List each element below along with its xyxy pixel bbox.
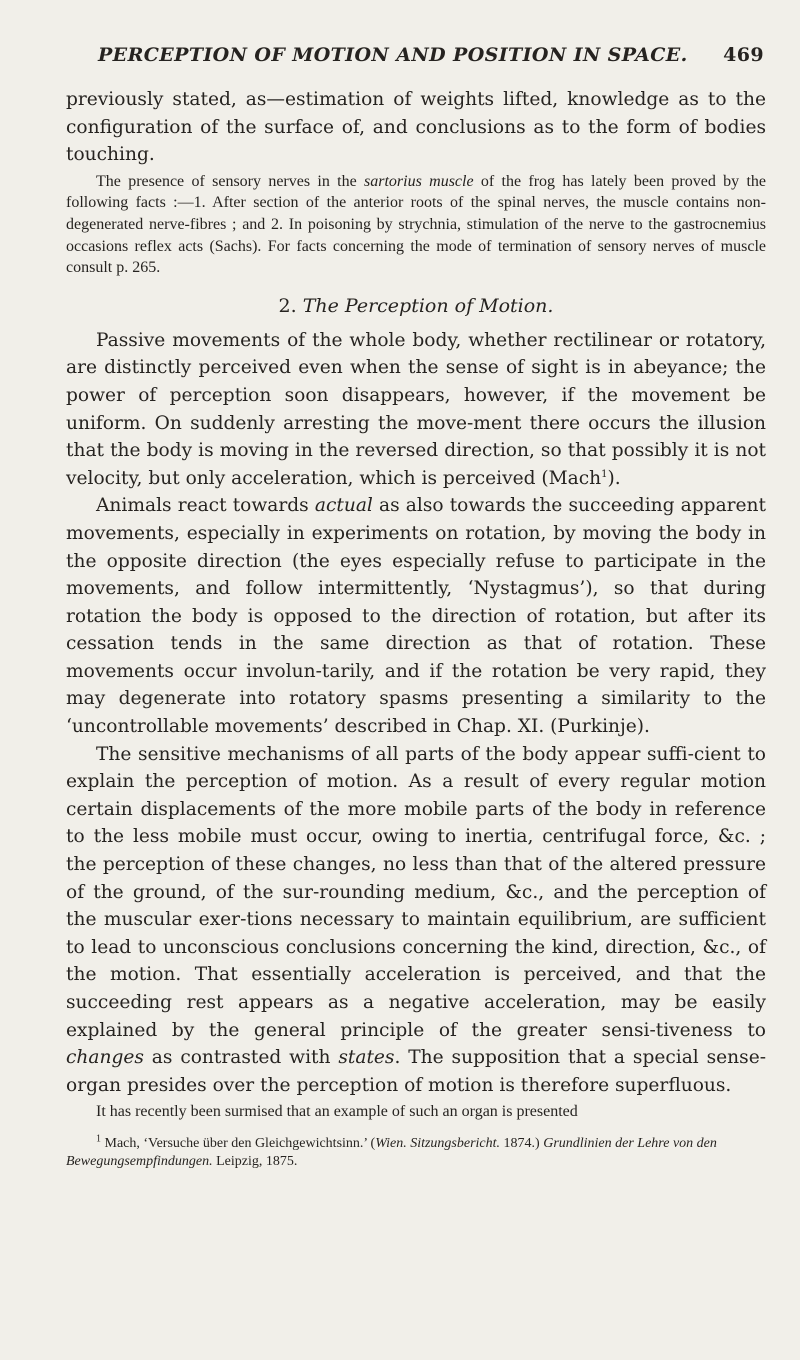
footnote-post: Leipzig, 1875. bbox=[212, 1153, 298, 1169]
footnote-italic-book: Grundlinien der Lehre von den Bewegungsempfindungen. bbox=[66, 1135, 717, 1169]
footnote-marker: 1 bbox=[601, 468, 608, 480]
paragraph-intro: previously stated, as—estimation of weights lifted, knowledge as to the configuration of the surface of, and conclusions as to the form of bodies touching. bbox=[66, 89, 766, 166]
note-sensory-pre: The presence of sensory nerves in the bbox=[96, 172, 365, 190]
running-header bbox=[98, 44, 766, 76]
note-sense-organ: It has recently been surmised that an example of such an organ is presented bbox=[96, 1103, 578, 1121]
animals-post: as also towards the succeeding apparent movements, especially in experiments on rotation, by moving the body in the opposite direction (the eyes especially refuse to participate in the movements, and follow intermittently, ‘Nystagmus’), so that during rotation the body is opposed to the direction of rotation, but after its cessation tends in the same direction as that of rotation. These movements occur involun-tarily, and if the rotation be very rapid, they may degenerate into rotatory spasms presenting a similarity to the ‘uncontrollable movements’ described in Chap. XI. (Purkinje). bbox=[66, 495, 766, 738]
running-title: PERCEPTION OF MOTION AND POSITION IN SPACE. bbox=[98, 44, 688, 66]
passive-text: Passive movements of the whole body, whether rectilinear or rotatory, are distinctly perceived even when the sense of sight is in abeyance; the power of perception soon disappears, however, if the movement be uniform. On suddenly arresting the move-ment there occurs the illusion that the body is moving in the reversed direction, so that possibly it is not velocity, but only acceleration, which is perceived (Mach bbox=[66, 329, 766, 489]
animals-italic: actual bbox=[314, 495, 373, 517]
paragraph-passive-movements bbox=[66, 327, 766, 493]
sensitive-p3: . The supposition that a special sense-organ presides over the perception of motion is therefore superfluous. bbox=[66, 1047, 766, 1096]
footnote-pre: Mach, ‘Versuche über den Gleichgewichtsinn.’ ( bbox=[101, 1135, 376, 1151]
paragraph-animals-react bbox=[66, 492, 766, 740]
note-sensory-italic: sartorius muscle bbox=[364, 172, 474, 190]
note-sensory-nerves bbox=[66, 171, 766, 279]
section-number: 2. bbox=[278, 294, 297, 317]
section-heading bbox=[66, 295, 766, 317]
animals-pre: Animals react towards bbox=[96, 495, 315, 517]
footnote-mach bbox=[66, 1135, 766, 1171]
footnote-italic-source: Wien. Sitzungsbericht. bbox=[375, 1135, 501, 1151]
footnote-mid: 1874.) bbox=[500, 1135, 544, 1151]
book-page bbox=[66, 44, 766, 1171]
page-number: 469 bbox=[723, 44, 764, 66]
passive-close: ). bbox=[607, 467, 621, 489]
paragraph-sensitive-mechanisms bbox=[66, 741, 766, 1100]
sensitive-italic-changes: changes bbox=[66, 1047, 144, 1069]
sensitive-p2: as contrasted with bbox=[143, 1047, 339, 1069]
footnote bbox=[66, 1135, 766, 1171]
note-sensory-post: of the frog has lately been proved by the following facts :—1. After section of the anterior roots of the spinal nerves, the muscle contains non-degenerated nerve-fibres ; and 2. In poisoning by strychnia, stimulation of the nerve to the gastrocnemius occasions reflex acts (Sachs). For facts concerning the mode of termination of sensory nerves of muscle consult p. 265. bbox=[66, 172, 767, 277]
sensitive-italic-states: states bbox=[338, 1047, 395, 1069]
footnote-number: 1 bbox=[96, 1133, 101, 1145]
sensitive-p1: The sensitive mechanisms of all parts of the body appear suffi-cient to explain the perception of motion. As a result of every regular motion certain displacements of the more mobile parts of the body in reference to the less mobile must occur, owing to inertia, centrifugal force, &c. ; the perception of these changes, no less than that of the altered pressure of the ground, of the sur-rounding medium, &c., and the perception of the muscular exer-tions necessary to maintain equilibrium, are sufficient to lead to unconscious conclusions concerning the kind, direction, &c., of the motion. That essentially acceleration is perceived, and that the succeeding rest appears as a negative acceleration, may be easily explained by the general principle of the greater sensi-tiveness to bbox=[66, 743, 766, 1041]
section-title: The Perception of Motion. bbox=[302, 294, 554, 317]
